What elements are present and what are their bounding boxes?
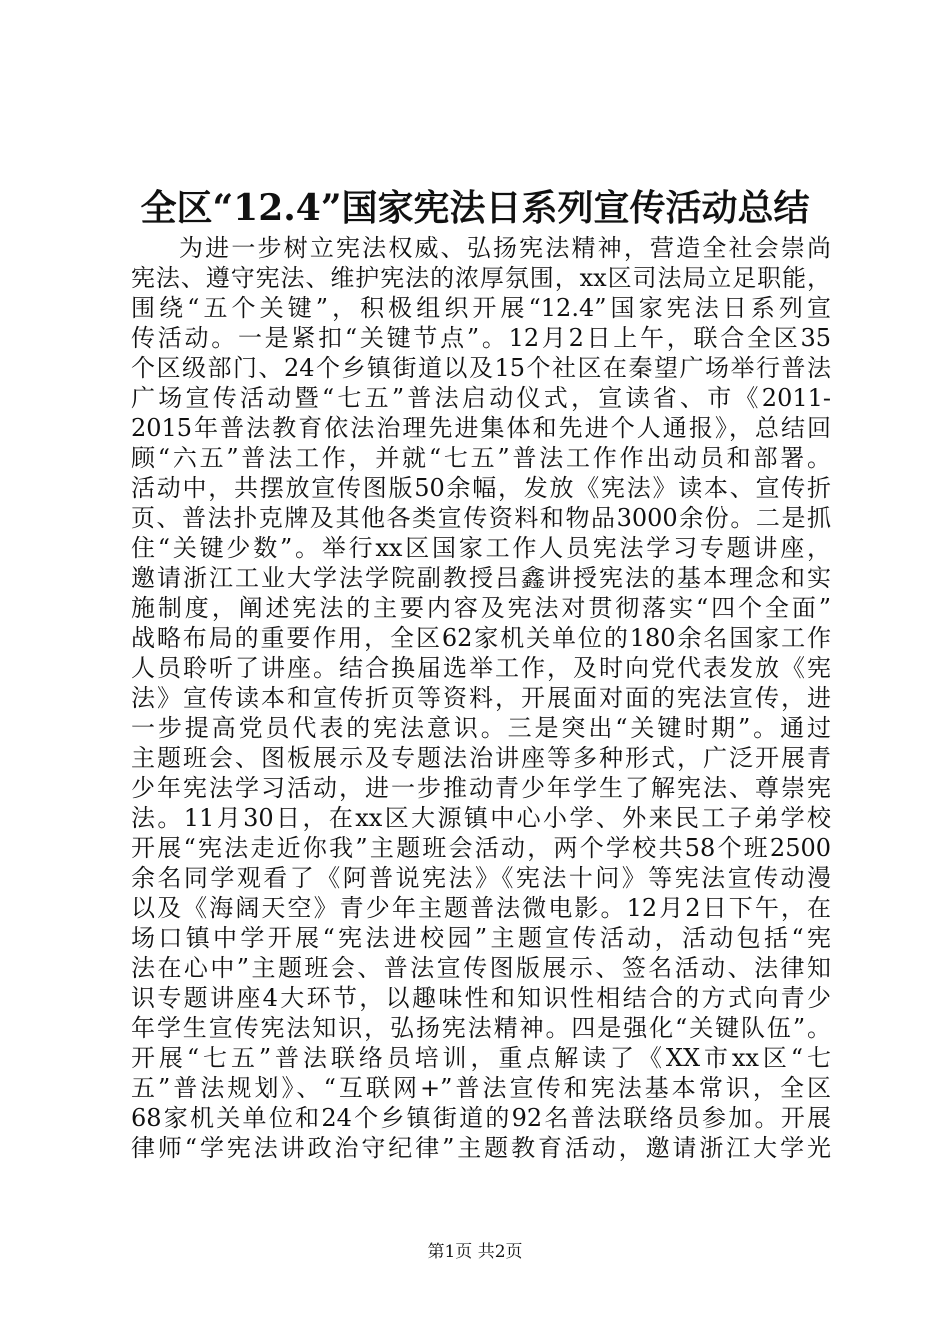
body-line: 个区级部门、24个乡镇街道以及15个社区在秦望广场举行普法 (131, 354, 831, 382)
body-line: 活动中，共摆放宣传图版50余幅，发放《宪法》读本、宣传折 (131, 474, 831, 502)
document-title: 全区“12.4”国家宪法日系列宣传活动总结 (140, 187, 810, 229)
body-line: 施制度，阐述宪法的主要内容及宪法对贯彻落实“四个全面” (131, 594, 831, 622)
body-line: 五”普法规划》、“互联网+”普法宣传和宪法基本常识，全区 (131, 1074, 831, 1102)
document-body (131, 233, 831, 1163)
body-line: 余名同学观看了《阿普说宪法》《宪法十问》等宪法宣传动漫 (131, 864, 831, 892)
body-line: 以及《海阔天空》青少年主题普法微电影。12月2日下午，在 (131, 894, 831, 922)
body-line: 人员聆听了讲座。结合换届选举工作，及时向党代表发放《宪 (131, 654, 831, 682)
body-line: 开展“宪法走近你我”主题班会活动，两个学校共58个班2500 (131, 834, 831, 862)
body-line: 开展“七五”普法联络员培训，重点解读了《XX市xx区“七 (131, 1044, 831, 1072)
page-number-footer: 第1页 共2页 (427, 1242, 523, 1262)
body-line: 法》宣传读本和宣传折页等资料，开展面对面的宪法宣传，进 (131, 684, 831, 712)
body-line: 为进一步树立宪法权威、弘扬宪法精神，营造全社会崇尚 (179, 234, 831, 262)
body-line: 场口镇中学开展“宪法进校园”主题宣传活动，活动包括“宪 (131, 924, 831, 952)
body-line: 传活动。一是紧扣“关键节点”。12月2日上午，联合全区35 (131, 324, 831, 352)
body-line: 住“关键少数”。举行xx区国家工作人员宪法学习专题讲座， (131, 534, 831, 562)
body-line: 识专题讲座4大环节，以趣味性和知识性相结合的方式向青少 (131, 984, 831, 1012)
body-line: 围绕“五个关键”，积极组织开展“12.4”国家宪法日系列宣 (131, 294, 831, 322)
body-line: 年学生宣传宪法知识，弘扬宪法精神。四是强化“关键队伍”。 (131, 1014, 831, 1042)
body-line: 2015年普法教育依法治理先进集体和先进个人通报》，总结回 (131, 414, 831, 442)
body-line: 宪法、遵守宪法、维护宪法的浓厚氛围，xx区司法局立足职能， (131, 264, 831, 292)
body-line: 法。11月30日，在xx区大源镇中心小学、外来民工子弟学校 (131, 804, 831, 832)
body-line: 律师“学宪法讲政治守纪律”主题教育活动，邀请浙江大学光 (131, 1134, 831, 1162)
body-line: 少年宪法学习活动，进一步推动青少年学生了解宪法、尊崇宪 (131, 774, 831, 802)
body-line: 页、普法扑克牌及其他各类宣传资料和物品3000余份。二是抓 (131, 504, 831, 532)
body-line: 一步提高党员代表的宪法意识。三是突出“关键时期”。通过 (131, 714, 831, 742)
body-line: 顾“六五”普法工作，并就“七五”普法工作作出动员和部署。 (131, 444, 831, 472)
body-line: 战略布局的重要作用，全区62家机关单位的180余名国家工作 (131, 624, 831, 652)
body-line: 邀请浙江工业大学法学院副教授吕鑫讲授宪法的基本理念和实 (131, 564, 831, 592)
body-line: 广场宣传活动暨“七五”普法启动仪式，宣读省、市《2011- (131, 384, 831, 412)
body-line: 68家机关单位和24个乡镇街道的92名普法联络员参加。开展 (131, 1104, 831, 1132)
body-line: 主题班会、图板展示及专题法治讲座等多种形式，广泛开展青 (131, 744, 831, 772)
body-line: 法在心中”主题班会、普法宣传图版展示、签名活动、法律知 (131, 954, 831, 982)
